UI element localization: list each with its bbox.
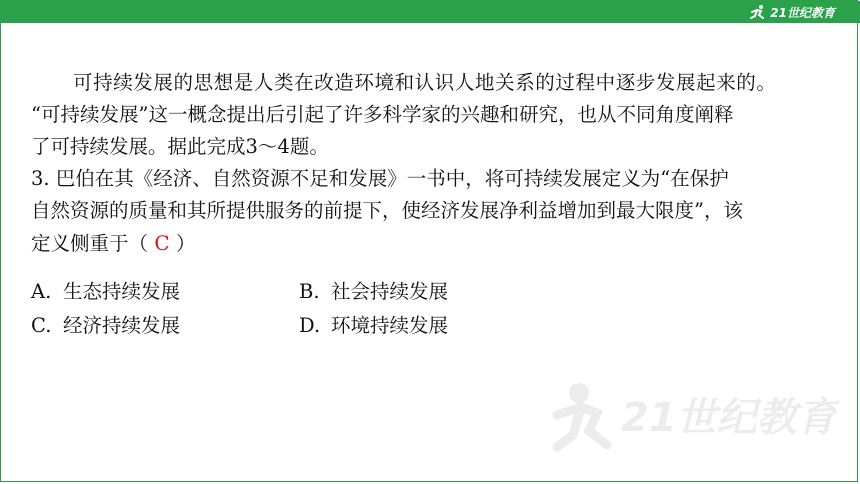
question-line-3 (31, 227, 836, 260)
answer-mark: C (154, 231, 170, 255)
passage-line-2: “可持续发展”这一概念提出后引起了许多科学家的兴趣和研究，也从不同角度阐释 (31, 103, 734, 126)
main-content (31, 67, 836, 260)
watermark-text: 21世纪教育 (621, 395, 837, 441)
question (31, 163, 836, 260)
option-text: 环境持续发展 (331, 314, 449, 337)
option-letter: A. (31, 280, 52, 303)
header-bar (1, 1, 860, 23)
question-line-1: 3. 巴伯在其《经济、自然资源不足和发展》一书中，将可持续发展定义为“在保护 (31, 167, 729, 190)
options-row-2 (31, 309, 567, 343)
brand-logo (749, 4, 835, 20)
passage (31, 67, 836, 163)
option-a[interactable] (31, 275, 299, 309)
question-line-2: 自然资源的质量和其所提供服务的前提下，使经济发展净利益增加到最大限度”，该 (31, 199, 743, 222)
option-c[interactable] (31, 309, 299, 343)
passage-line-3: 了可持续发展。据此完成3～4题。 (31, 135, 329, 158)
options-list (31, 275, 567, 343)
runner-logo-icon (749, 4, 767, 20)
options-row-1 (31, 275, 567, 309)
option-d[interactable] (299, 309, 567, 343)
question-stem-suffix: ） (176, 232, 196, 255)
runner-watermark-icon (549, 373, 839, 457)
option-text: 生态持续发展 (63, 280, 181, 303)
option-text: 经济持续发展 (63, 314, 181, 337)
option-letter: D. (299, 314, 321, 337)
option-text: 社会持续发展 (331, 280, 449, 303)
brand-text: 21世纪教育 (770, 5, 835, 20)
option-letter: B. (299, 280, 320, 303)
question-stem-prefix: 定义侧重于（ (31, 232, 149, 255)
passage-line-1: 可持续发展的思想是人类在改造环境和认识人地关系的过程中逐步发展起来的。 (73, 71, 777, 94)
option-letter: C. (31, 314, 52, 337)
option-b[interactable] (299, 275, 567, 309)
